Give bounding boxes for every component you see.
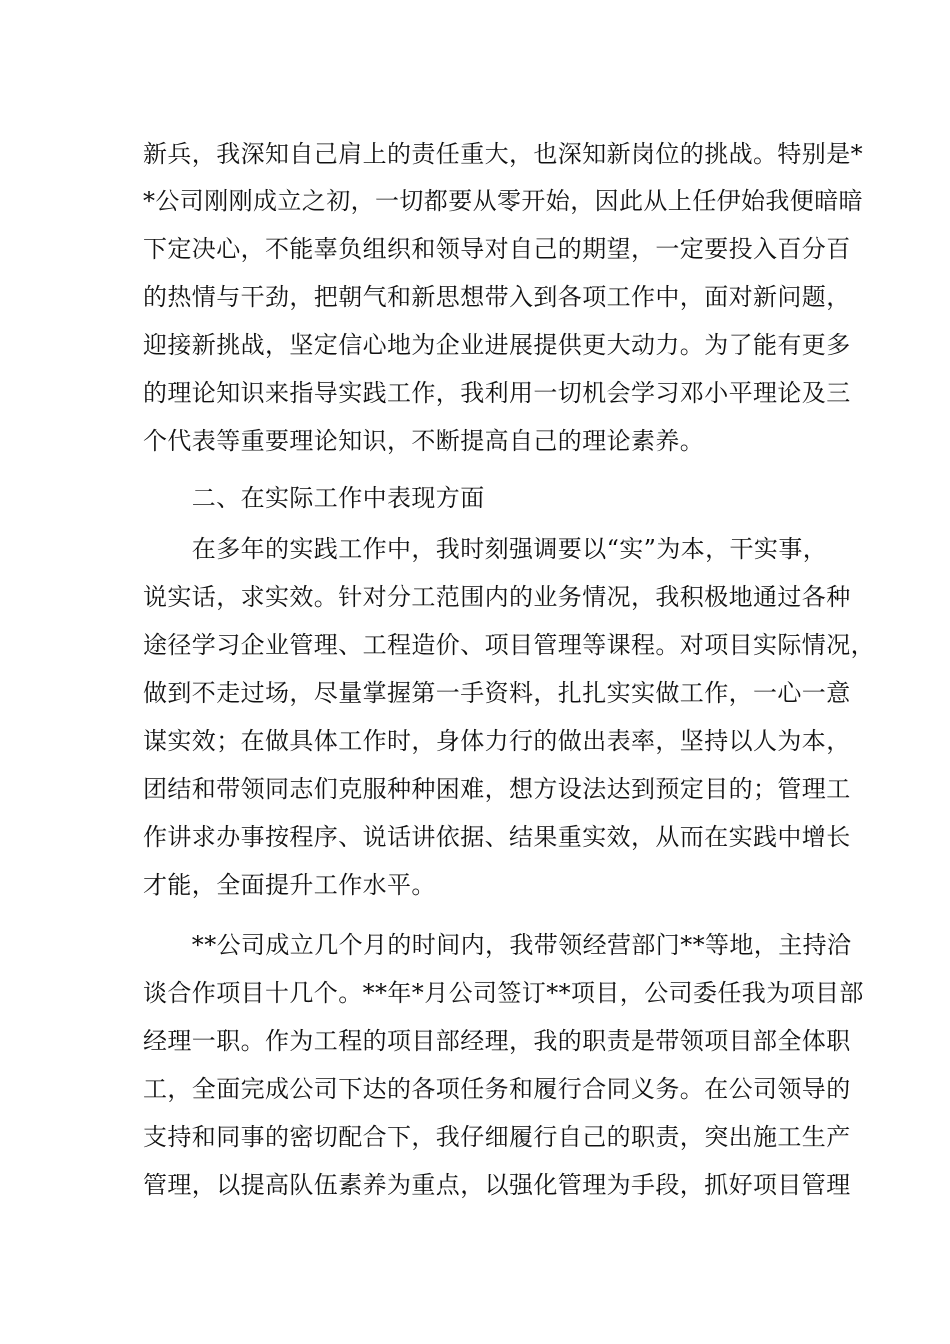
text-line: 管理，以提高队伍素养为重点，以强化管理为手段，抓好项目管理: [143, 1171, 851, 1199]
text-line: 工，全面完成公司下达的各项任务和履行合同义务。在公司领导的: [143, 1075, 851, 1103]
text-line: 团结和带领同志们克服种种困难，想方设法达到预定目的；管理工: [143, 775, 851, 803]
text-line: 作讲求办事按程序、说话讲依据、结果重实效，从而在实践中增长: [143, 823, 851, 851]
text-line: 迎接新挑战，坚定信心地为企业进展提供更大动力。为了能有更多: [143, 331, 851, 359]
text-line: **公司成立几个月的时间内，我带领经营部门**等地，主持洽: [143, 931, 852, 959]
text-line: 谋实效；在做具体工作时，身体力行的做出表率，坚持以人为本，: [143, 727, 851, 755]
text-line: 新兵，我深知自己肩上的责任重大，也深知新岗位的挑战。特别是*: [143, 140, 863, 168]
text-line: 途径学习企业管理、工程造价、项目管理等课程。对项目实际情况，: [143, 631, 875, 659]
text-line: 说实话，求实效。针对分工范围内的业务情况，我积极地通过各种: [143, 583, 851, 611]
text-line: 支持和同事的密切配合下，我仔细履行自己的职责，突出施工生产: [143, 1123, 851, 1151]
text-line: 做到不走过场，尽量掌握第一手资料，扎扎实实做工作，一心一意: [143, 679, 851, 707]
text-line: 下定决心，不能辜负组织和领导对自己的期望，一定要投入百分百: [143, 235, 851, 263]
text-line: 经理一职。作为工程的项目部经理，我的职责是带领项目部全体职: [143, 1027, 851, 1055]
text-line: 谈合作项目十几个。**年*月公司签订**项目，公司委任我为项目部: [143, 979, 864, 1007]
text-line: 个代表等重要理论知识，不断提高自己的理论素养。: [143, 427, 705, 455]
section-heading: 二、在实际工作中表现方面: [143, 484, 485, 512]
text-line: *公司刚刚成立之初，一切都要从零开始，因此从上任伊始我便暗暗: [143, 187, 863, 215]
text-line: 的热情与干劲，把朝气和新思想带入到各项工作中，面对新问题，: [143, 283, 851, 311]
text-line: 在多年的实践工作中，我时刻强调要以“实”为本，干实事，: [143, 535, 828, 563]
text-line: 才能，全面提升工作水平。: [143, 871, 436, 899]
text-line: 的理论知识来指导实践工作，我利用一切机会学习邓小平理论及三: [143, 379, 851, 407]
